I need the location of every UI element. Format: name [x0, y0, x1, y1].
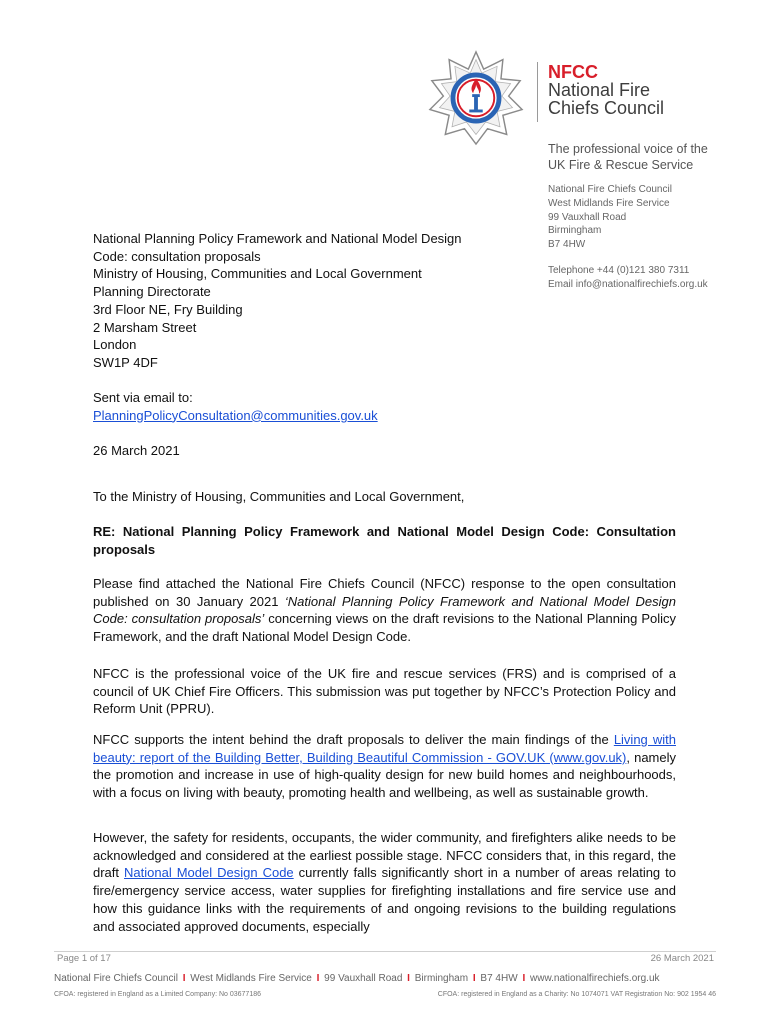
footer-item: B7 4HW	[480, 973, 518, 984]
page-number: Page 1 of 17	[57, 953, 111, 964]
recipient-line: National Planning Policy Framework and National Model Design	[93, 231, 462, 246]
recipient-line: Code: consultation proposals	[93, 248, 261, 264]
living-with-beauty-link[interactable]: Living with beauty: report of the Building Better, Building Beautiful Commission - GOV.UK (www.gov.uk)	[93, 732, 676, 765]
recipient-address	[93, 230, 462, 372]
paragraph-1-text-end: concerning views on the draft revisions to the National Planning Policy Framework, and the draft National Model Design Code.	[93, 611, 676, 645]
subject-heading: RE: National Planning Policy Framework and National Model Design Code: Consultation proposals	[93, 524, 676, 557]
sender-address-line: National Fire Chiefs Council	[548, 184, 672, 195]
org-name-block	[548, 63, 664, 117]
footer-separator: I	[472, 973, 476, 984]
paragraph-3-text-end: , namely the promotion and increase in use of high-quality design for new build homes and neighbourhoods, with a focus on living with beauty, promoting health and wellbeing, as well as sustainable growth.	[93, 749, 676, 801]
sender-address	[548, 183, 672, 252]
footer-separator: I	[316, 973, 320, 984]
footer-item: 99 Vauxhall Road	[324, 973, 403, 984]
sender-email: Email info@nationalfirechiefs.org.uk	[548, 278, 708, 290]
national-model-design-code-link[interactable]: National Model Design Code	[124, 865, 294, 881]
tagline-line-2: UK Fire & Rescue Service	[548, 158, 694, 172]
paragraph-4-text: However, the safety for residents, occupants, the wider community, and firefighters alike needs to be acknowledged and considered at the earliest possible stage. NFCC considers that, in this regard, the draft	[93, 830, 676, 881]
org-tagline	[548, 141, 708, 173]
footer-separator: I	[182, 973, 186, 984]
recipient-line: Planning Directorate	[93, 284, 211, 300]
tagline-line-1: The professional voice of the	[548, 142, 708, 156]
footer-divider	[54, 951, 716, 952]
letter-date: 26 March 2021	[93, 443, 180, 458]
paragraph-1-text: Please find attached the National Fire Chiefs Council (NFCC) response to the open consultation published on 30 January 2021	[93, 576, 676, 609]
sent-via-email	[93, 389, 378, 424]
paragraph-3	[93, 731, 676, 802]
footer-charity-registration: CFOA: registered in England as a Charity: No 1074071 VAT Registration No: 902 1954 46	[437, 991, 716, 998]
sender-address-line: West Midlands Fire Service	[548, 197, 670, 209]
footer-item: Birmingham	[414, 973, 469, 984]
recipient-line: 2 Marsham Street	[93, 319, 197, 335]
footer-separator: I	[407, 973, 410, 984]
footer-address	[54, 973, 660, 984]
consultation-email-link[interactable]: PlanningPolicyConsultation@communities.gov.uk	[93, 407, 378, 423]
paragraph-3-text: NFCC supports the intent behind the draft proposals to deliver the main findings of the	[93, 732, 614, 747]
recipient-line: SW1P 4DF	[93, 354, 158, 370]
recipient-line: 3rd Floor NE, Fry Building	[93, 301, 243, 317]
sender-telephone: Telephone +44 (0)121 380 7311	[548, 265, 690, 276]
salutation: To the Ministry of Housing, Communities and Local Government,	[93, 489, 465, 504]
org-name-line-1: National Fire	[548, 80, 651, 100]
footer-company-registration: CFOA: registered in England as a Limited Company: No 03677186	[54, 991, 262, 998]
consultation-title: ‘National Planning Policy Framework and National Model Design Code: consultation proposals’	[93, 593, 676, 627]
sender-address-line: 99 Vauxhall Road	[548, 211, 627, 223]
paragraph-2: NFCC is the professional voice of the UK fire and rescue services (FRS) and is comprised of a council of UK Chief Fire Officers. This submission was put together by NFCC’s Protection Policy and Reform Unit (PPRU).	[93, 666, 676, 717]
footer-item: National Fire Chiefs Council	[54, 973, 178, 984]
footer-separator: I	[522, 973, 526, 984]
footer-website: www.nationalfirechiefs.org.uk	[530, 973, 660, 984]
sender-address-line: B7 4HW	[548, 239, 586, 251]
org-abbreviation: NFCC	[548, 62, 598, 82]
recipient-line: Ministry of Housing, Communities and Local Government	[93, 266, 422, 282]
footer-date: 26 March 2021	[650, 953, 714, 964]
org-name-line-2: Chiefs Council	[548, 98, 665, 118]
footer-item: West Midlands Fire Service	[190, 973, 312, 984]
paragraph-4-text-end: currently falls significantly short in a number of areas relating to fire/emergency service access, water supplies for firefighting installations and fire service use and how this guidance links with the requirements of and ongoing revisions to the building regulations and associated approved documents, especially	[93, 865, 677, 934]
sender-address-line: Birmingham	[548, 225, 602, 237]
recipient-line: London	[93, 337, 137, 353]
paragraph-1	[93, 575, 676, 646]
nfcc-emblem-logo	[428, 50, 524, 146]
sender-contact	[548, 264, 708, 292]
paragraph-4	[93, 829, 676, 935]
sent-via-label: Sent via email to:	[93, 390, 193, 405]
logo-divider	[537, 62, 538, 122]
